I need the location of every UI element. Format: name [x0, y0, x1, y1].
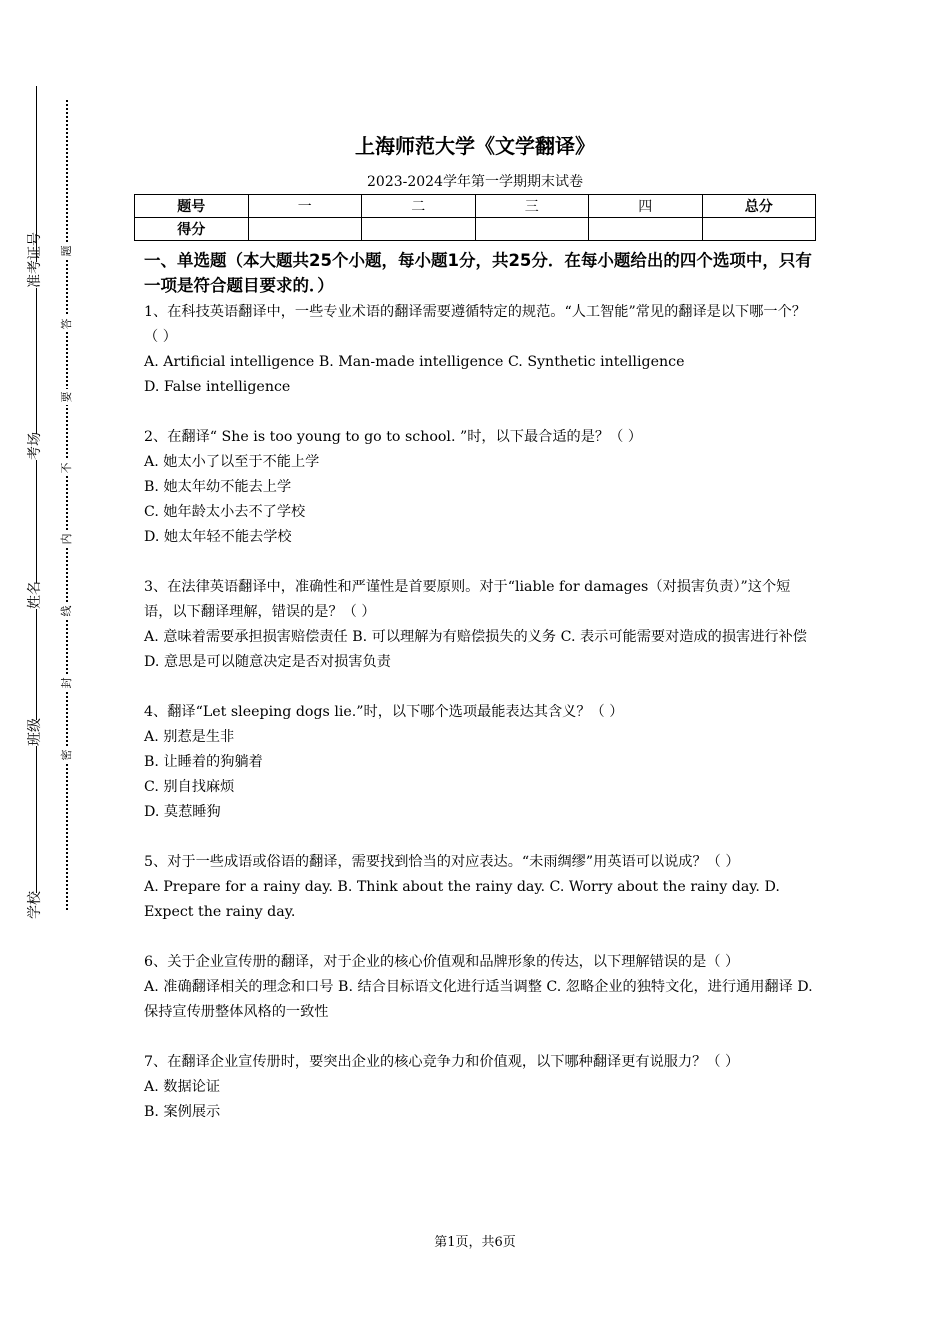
seal-char: 要 — [59, 389, 75, 405]
seal-char: 线 — [59, 603, 75, 619]
option-b: B. 案例展示 — [144, 1104, 221, 1120]
class-label: 班级 — [27, 718, 43, 746]
score-header-cell: 题号 — [135, 195, 249, 218]
score-cell[interactable] — [702, 218, 816, 241]
option-line: A. Artificial intelligence B. Man-made intelligence C. Synthetic intelligence — [144, 354, 685, 370]
exam-title: 上海师范大学《文学翻译》 — [355, 134, 595, 158]
option-c: C. 她年龄太小去不了学校 — [144, 504, 306, 520]
option-d: D. 莫惹睡狗 — [144, 804, 221, 820]
option-a: A. 数据论证 — [144, 1079, 221, 1095]
seal-char: 封 — [59, 675, 75, 691]
option-line: A. 准确翻译相关的理念和口号 B. 结合目标语文化进行适当调整 C. 忽略企业的独特文化，进行通用翻译 D. 保持宣传册整体风格的一致性 — [144, 979, 813, 1020]
question-stem: 3、在法律英语翻译中，准确性和严谨性是首要原则。对于“liable for damages（对损害负责）”这个短语，以下翻译理解，错误的是？（ ） — [144, 579, 791, 620]
score-cell[interactable] — [589, 218, 703, 241]
option-a: A. 别惹是生非 — [144, 729, 235, 745]
exam-subtitle: 2023-2024学年第一学期期末试卷 — [367, 174, 583, 190]
exam-number-label: 准考证号 — [27, 232, 43, 288]
question-6 — [144, 950, 818, 1025]
seal-char: 内 — [59, 531, 75, 547]
score-header-cell: 四 — [589, 195, 703, 218]
score-cell[interactable] — [248, 218, 362, 241]
score-table — [134, 194, 816, 241]
name-label: 姓名 — [27, 581, 43, 609]
page-footer: 第1页，共6页 — [434, 1235, 516, 1250]
score-cell[interactable] — [475, 218, 589, 241]
option-b: B. 让睡着的狗躺着 — [144, 754, 263, 770]
score-header-cell: 总分 — [702, 195, 816, 218]
question-stem: 7、在翻译企业宣传册时，要突出企业的核心竞争力和价值观，以下哪种翻译更有说服力？（ ） — [144, 1054, 740, 1070]
score-header-cell: 三 — [475, 195, 589, 218]
exam-room-label: 考场 — [27, 432, 43, 460]
option-c: C. 别自找麻烦 — [144, 779, 235, 795]
school-label: 学校 — [27, 891, 43, 919]
option-line: A. Prepare for a rainy day. B. Think about the rainy day. C. Worry about the rainy day. D. Expect the rainy day. — [144, 879, 780, 920]
seal-char: 题 — [59, 243, 75, 259]
score-cell[interactable] — [362, 218, 476, 241]
seal-dotted-line — [66, 100, 68, 910]
score-header-cell: 二 — [362, 195, 476, 218]
binding-margin — [0, 0, 80, 1344]
question-1 — [144, 300, 818, 400]
question-2 — [144, 425, 818, 550]
exam-content — [144, 248, 818, 1125]
question-stem: 5、对于一些成语或俗语的翻译，需要找到恰当的对应表达。“未雨绸缪”用英语可以说成？（ ） — [144, 854, 740, 870]
option-line: A. 意味着需要承担损害赔偿责任 B. 可以理解为有赔偿损失的义务 C. 表示可能需要对造成的损害进行补偿 D. 意思是可以随意决定是否对损害负责 — [144, 629, 807, 670]
option-line: D. False intelligence — [144, 379, 291, 395]
question-stem: 6、关于企业宣传册的翻译，对于企业的核心价值观和品牌形象的传达，以下理解错误的是（ ） — [144, 954, 740, 970]
question-stem: 1、在科技英语翻译中，一些专业术语的翻译需要遵循特定的规范。“人工智能”常见的翻译是以下哪一个？（ ） — [144, 304, 806, 345]
question-3 — [144, 575, 818, 675]
score-table-score-row — [135, 218, 816, 241]
question-4 — [144, 700, 818, 825]
section-heading: 一、单选题（本大题共25个小题，每小题1分，共25分．在每小题给出的四个选项中，只有一项是符合题目要求的．） — [144, 251, 812, 295]
option-d: D. 她太年轻不能去学校 — [144, 529, 292, 545]
fill-in-line — [36, 86, 37, 916]
score-table-header-row — [135, 195, 816, 218]
score-row-label: 得分 — [135, 218, 249, 241]
seal-char: 密 — [59, 747, 75, 763]
question-stem: 2、在翻译“ She is too young to go to school. ”时，以下最合适的是？（ ） — [144, 429, 643, 445]
seal-char: 不 — [59, 460, 75, 476]
option-b: B. 她太年幼不能去上学 — [144, 479, 292, 495]
question-5 — [144, 850, 818, 925]
score-header-cell: 一 — [248, 195, 362, 218]
option-a: A. 她太小了以至于不能上学 — [144, 454, 320, 470]
seal-char: 答 — [59, 316, 75, 332]
question-stem: 4、翻译“Let sleeping dogs lie.”时，以下哪个选项最能表达其含义？（ ） — [144, 704, 624, 720]
question-7 — [144, 1050, 818, 1125]
